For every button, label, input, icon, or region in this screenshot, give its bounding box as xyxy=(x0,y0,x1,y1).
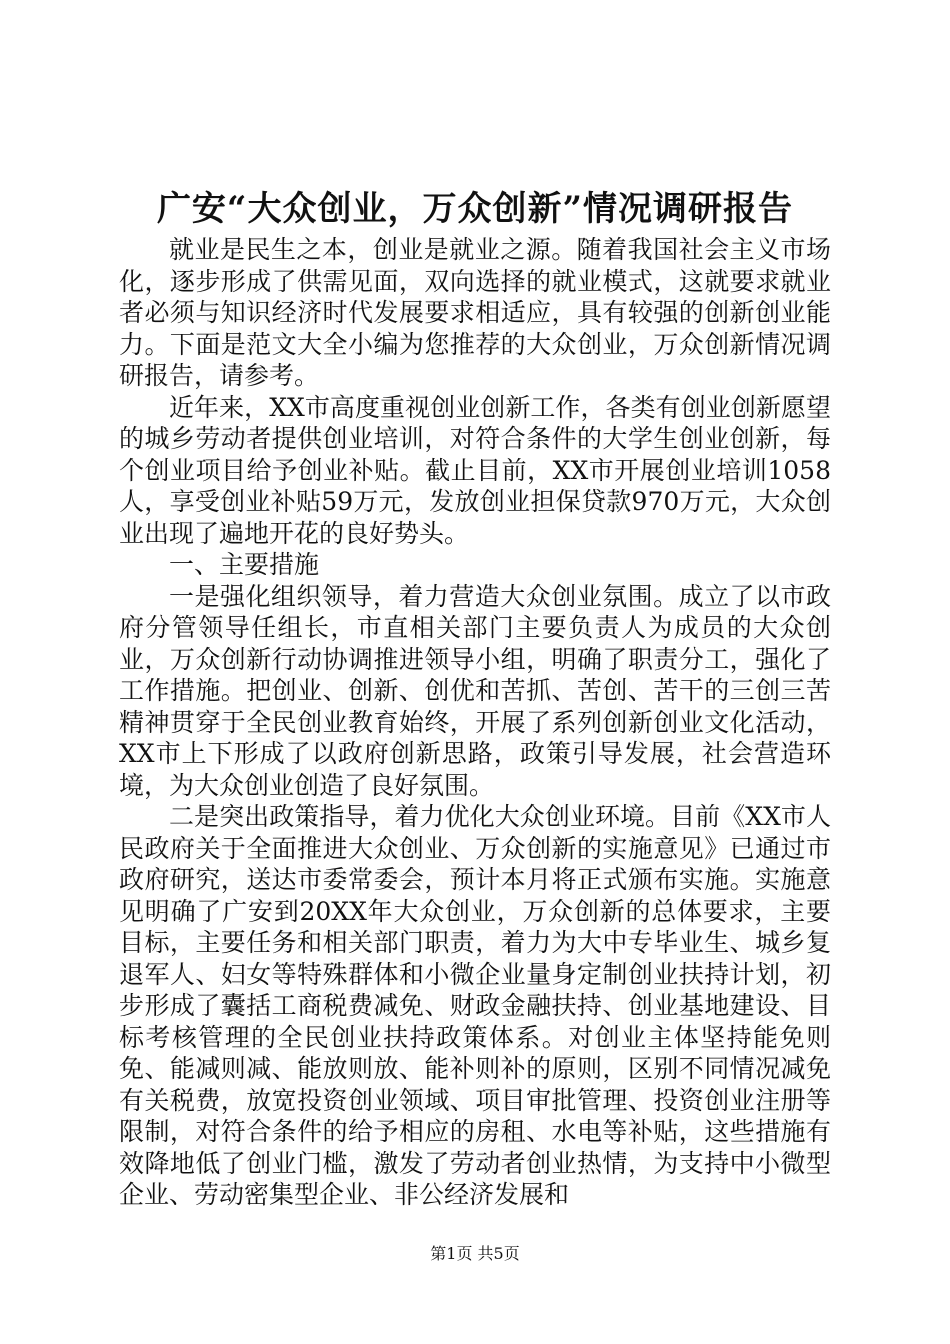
document-body xyxy=(119,234,831,1211)
paragraph-overview: 近年来，XX市高度重视创业创新工作，各类有创业创新愿望的城乡劳动者提供创业培训，对符合条件的大学生创业创新，每个创业项目给予创业补贴。截止目前，XX市开展创业培训1058人，享受创业补贴59万元，发放创业担保贷款970万元，大众创业出现了遍地开花的良好势头。 xyxy=(119,392,831,548)
paragraph-measure-2: 二是突出政策指导，着力优化大众创业环境。目前《XX市人民政府关于全面推进大众创业、万众创新的实施意见》已通过市政府研究，送达市委常委会，预计本月将正式颁布实施。实施意见明确了广安到20XX年大众创业，万众创新的总体要求，主要目标，主要任务和相关部门职责，着力为大中专毕业生、城乡复退军人、妇女等特殊群体和小微企业量身定制创业扶持计划，初步形成了囊括工商税费减免、财政金融扶持、创业基地建设、目标考核管理的全民创业扶持政策体系。对创业主体坚持能免则免、能减则减、能放则放、能补则补的原则，区别不同情况减免有关税费，放宽投资创业领域、项目审批管理、投资创业注册等限制，对符合条件的给予相应的房租、水电等补贴，这些措施有效降地低了创业门槛，激发了劳动者创业热情，为支持中小微型企业、劳动密集型企业、非公经济发展和 xyxy=(119,802,831,1209)
document-title: 广安“大众创业，万众创新”情况调研报告 xyxy=(156,189,794,229)
section-heading-main-measures: 一、主要措施 xyxy=(169,550,320,579)
paragraph-measure-1: 一是强化组织领导，着力营造大众创业氛围。成立了以市政府分管领导任组长，市直相关部门主要负责人为成员的大众创业，万众创新行动协调推进领导小组，明确了职责分工，强化了工作措施。把创业、创新、创优和苦抓、苦创、苦干的三创三苦精神贯穿于全民创业教育始终，开展了系列创新创业文化活动，XX市上下形成了以政府创新思路，政策引导发展，社会营造环境，为大众创业创造了良好氛围。 xyxy=(119,581,831,800)
page-number-footer: 第1页 共5页 xyxy=(430,1244,520,1263)
paragraph-intro: 就业是民生之本，创业是就业之源。随着我国社会主义市场化，逐步形成了供需见面，双向选择的就业模式，这就要求就业者必须与知识经济时代发展要求相适应，具有较强的创新创业能力。下面是范文大全小编为您推荐的大众创业，万众创新情况调研报告，请参考。 xyxy=(119,235,831,390)
